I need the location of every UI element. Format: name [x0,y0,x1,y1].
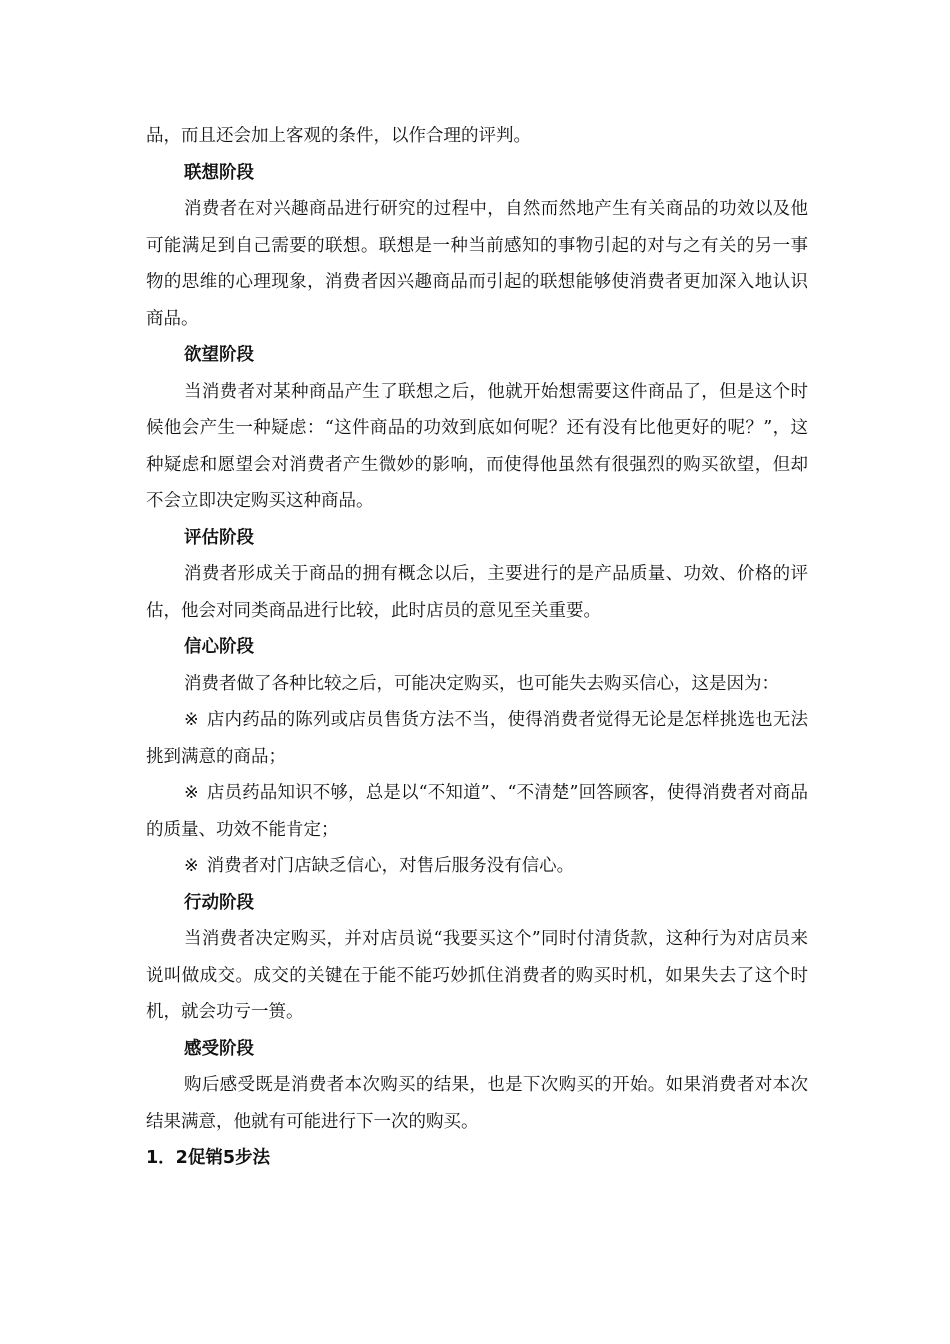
bullet-item [146,848,808,885]
document-page [146,118,808,1177]
stage-body: 消费者在对兴趣商品进行研究的过程中，自然而然地产生有关商品的功效以及他可能满足到自己需要的联想。联想是一种当前感知的事物引起的对与之有关的另一事物的思维的心理现象，消费者因兴趣商品而引起的联想能够使消费者更加深入地认识商品。 [146,199,808,329]
stage-body: 购后感受既是消费者本次购买的结果，也是下次购买的开始。如果消费者对本次结果满意，他就有可能进行下一次的购买。 [146,1075,808,1132]
bullet-item [146,775,808,848]
stage-body: 当消费者对某种商品产生了联想之后，他就开始想需要这件商品了，但是这个时候他会产生一种疑虑：“这件商品的功效到底如何呢？还有没有比他更好的呢？”，这种疑虑和愿望会对消费者产生微妙的影响，而使得他虽然有很强烈的购买欲望，但却不会立即决定购买这种商品。 [146,381,808,511]
stage-desire [146,337,808,520]
reference-mark: ※ [184,856,199,876]
stage-feeling [146,1031,808,1141]
stage-heading: 感受阶段 [184,1038,254,1059]
reference-mark: ※ [184,783,199,803]
stage-heading: 行动阶段 [184,892,254,913]
bullet-text: 消费者对门店缺乏信心，对售后服务没有信心。 [206,856,575,876]
section-heading: 1．2促销5步法 [146,1148,271,1168]
bullet-text: 店员药品知识不够，总是以“不知道”、“不清楚”回答顾客，使得消费者对商品的质量、功效不能肯定； [146,783,808,840]
stage-action [146,885,808,1031]
stage-heading: 欲望阶段 [184,345,254,365]
stage-body: 消费者形成关于商品的拥有概念以后，主要进行的是产品质量、功效、价格的评估，他会对同类商品进行比较，此时店员的意见至关重要。 [146,564,808,621]
intro-paragraph: 品，而且还会加上客观的条件，以作合理的评判。 [146,126,531,146]
stage-heading: 评估阶段 [184,527,254,548]
stage-association [146,155,808,338]
bullet-list [146,702,808,885]
reference-mark: ※ [184,710,199,730]
stage-evaluation [146,520,808,630]
stage-body: 当消费者决定购买，并对店员说“我要买这个”同时付清货款，这种行为对店员来说叫做成交。成交的关键在于能不能巧妙抓住消费者的购买时机，如果失去了这个时机，就会功亏一篑。 [146,929,808,1022]
stage-heading: 信心阶段 [184,637,254,657]
bullet-text: 店内药品的陈列或店员售货方法不当，使得消费者觉得无论是怎样挑选也无法挑到满意的商品； [146,710,808,767]
stage-body: 消费者做了各种比较之后，可能决定购买，也可能失去购买信心，这是因为： [184,673,779,694]
stage-heading: 联想阶段 [184,162,254,183]
bullet-item [146,702,808,775]
stage-confidence [146,629,808,702]
